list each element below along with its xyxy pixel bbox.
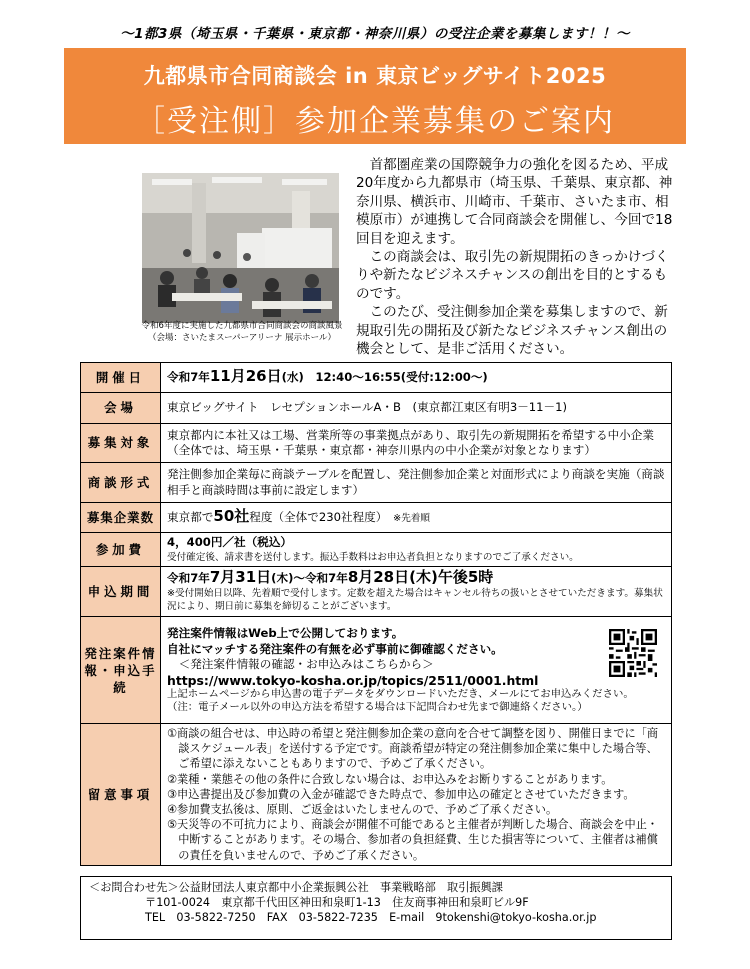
value-date bbox=[161, 363, 672, 393]
qr-code-icon[interactable] bbox=[609, 629, 657, 677]
period-end-suffix: (木)午後5時 bbox=[409, 568, 494, 587]
date-prefix: 令和7年 bbox=[167, 370, 210, 385]
caption-line-1: 令和6年度に実施した九都県市合同商談会の商談風景 bbox=[141, 321, 343, 331]
venue-photo bbox=[142, 173, 339, 323]
label-venue: 会場 bbox=[81, 393, 161, 424]
row-target bbox=[81, 424, 672, 463]
note-item-1: ①商談の組合せは、申込時の希望と発注側参加企業の意向を合せて調整を図り、開催日までに「商談スケジュール表」を送付する予定です。商談希望が特定の発注側参加企業に集中した場合等、ご希望に添えないこともありますので、予めご了承ください。 bbox=[167, 727, 659, 771]
count-total: 程度（全体で230社程度） bbox=[249, 510, 382, 525]
date-time: (水) 12:40～16:55(受付:12:00～) bbox=[281, 370, 488, 385]
fee-note: 受付確定後、請求書を送付します。振込手数料はお申込者負担となりますのでご了承ください。 bbox=[167, 551, 579, 563]
photo-caption bbox=[92, 320, 392, 344]
row-apply bbox=[81, 617, 672, 724]
contact-org: ＜お問合わせ先＞公益財団法人東京都中小企業振興公社 事業戦略部 取引振興課 bbox=[89, 881, 503, 894]
value-venue: 東京ビッグサイト レセプションホールA・B (東京都江東区有明3－11－1) bbox=[161, 393, 672, 424]
period-start-prefix: 令和7年 bbox=[167, 571, 210, 586]
apply-line-5: （注：電子メール以外の申込方法を希望する場合は下記問合わせ先まで御連絡ください。） bbox=[167, 701, 588, 713]
event-title: 九都県市合同商談会 in 東京ビッグサイト2025 bbox=[143, 64, 607, 88]
tagline: ～1都3県（埼玉県・千葉県・東京都・神奈川県）の受注企業を募集します！！～ bbox=[120, 26, 630, 42]
event-info-table bbox=[80, 362, 672, 866]
apply-url[interactable]: https://www.tokyo-kosha.or.jp/topics/2511/0001.html bbox=[167, 672, 539, 688]
row-fee bbox=[81, 533, 672, 567]
value-notes bbox=[161, 724, 672, 866]
label-fee: 参加費 bbox=[81, 533, 161, 567]
row-format bbox=[81, 463, 672, 503]
label-format: 商談形式 bbox=[81, 463, 161, 503]
note-item-2: ②業種・業態その他の条件に合致しない場合は、お申込みをお断りすることがあります。 bbox=[167, 772, 613, 786]
value-apply bbox=[161, 617, 672, 724]
row-venue bbox=[81, 393, 672, 424]
apply-line-4: 上記ホームページから申込書の電子データをダウンロードいただき、メールにてお申込みください。 bbox=[167, 688, 634, 700]
period-end-date: 8月28日 bbox=[347, 568, 410, 587]
contact-phone-email[interactable]: TEL 03-5822-7250 FAX 03-5822-7235 E-mail 9tokenshi@tokyo-kosha.or.jp bbox=[145, 911, 597, 924]
contact-address: 〒101-0024 東京都千代田区神田和泉町1-13 住友商事神田和泉町ビル9F bbox=[145, 896, 529, 909]
intro-paragraph-3: このたび、受注側参加企業を募集しますので、新規取引先の開拓及び新たなビジネスチャンス創出の機会として、是非ご活用ください。 bbox=[356, 304, 668, 358]
recruitment-title: ［受注側］参加企業募集のご案内 bbox=[135, 104, 615, 139]
value-target: 東京都内に本社又は工場、営業所等の事業拠点があり、取引先の新規開拓を希望する中小企業（全体では、埼玉県・千葉県・東京都・神奈川県内の中小企業が対象となります） bbox=[161, 424, 672, 463]
note-item-3: ③申込書提出及び参加費の入金が確認できた時点で、参加申込の確定とさせていただきます。 bbox=[167, 787, 635, 801]
row-date bbox=[81, 363, 672, 393]
note-item-5: ⑤天災等の不可抗力により、商談会が開催不可能であると主催者が判断した場合、商談会を中止・中断することがあります。その場合、参加者の負担経費、生じた損害等について、主催者は補償の責任を負いませんので、予めご了承ください。 bbox=[167, 818, 659, 862]
fee-amount: 4，400円／社（税込） bbox=[167, 535, 293, 550]
count-note: ※先着順 bbox=[393, 513, 430, 525]
title-banner bbox=[64, 48, 686, 144]
apply-line-2: 自社にマッチする発注案件の有無を必ず事前に御確認ください。 bbox=[167, 641, 503, 656]
caption-line-2: （会場：さいたまスーパーアリーナ 展示ホール） bbox=[148, 333, 336, 343]
intro-paragraph-2: この商談会は、取引先の新規開拓のきっかけづくりや新たなビジネスチャンスの創出を目的とするものです。 bbox=[356, 249, 669, 302]
value-count bbox=[161, 503, 672, 533]
label-apply: 発注案件情報・申込手続 bbox=[81, 617, 161, 724]
intro-text bbox=[356, 156, 678, 358]
date-highlight: 11月26日 bbox=[209, 367, 282, 386]
label-date: 開催日 bbox=[81, 363, 161, 393]
label-notes: 留意事項 bbox=[81, 724, 161, 866]
row-period bbox=[81, 567, 672, 617]
value-format: 発注側参加企業毎に商談テーブルを配置し、発注側参加企業と対面形式により商談を実施（商談相手と商談時間は事前に設定します） bbox=[161, 463, 672, 503]
intro-paragraph-1: 首都圏産業の国際競争力の強化を図るため、平成20年度から九都県市（埼玉県、千葉県、東京都、神奈川県、横浜市、川崎市、千葉市、さいたま市、相模原市）が連携して合同商談会を開催し、今回で18回目を迎えます。 bbox=[356, 157, 673, 247]
contact-box bbox=[80, 876, 672, 940]
period-start-suffix: (木)～令和7年 bbox=[271, 571, 348, 586]
count-highlight: 50社 bbox=[213, 507, 250, 526]
row-count bbox=[81, 503, 672, 533]
period-start-date: 7月31日 bbox=[209, 568, 272, 587]
count-prefix: 東京都で bbox=[167, 510, 214, 525]
apply-line-3: ＜発注案件情報の確認・お申込みはこちらから＞ bbox=[178, 657, 434, 671]
label-count: 募集企業数 bbox=[81, 503, 161, 533]
value-fee bbox=[161, 533, 672, 567]
row-notes bbox=[81, 724, 672, 866]
note-item-4: ④参加費支払後は、原則、ご返金はいたしませんので、予めご了承ください。 bbox=[167, 803, 558, 817]
period-note: ※受付開始日以降、先着順で受付します。定数を超えた場合はキャンセル待ちの扱いとさせていただきます。募集状況により、期日前に募集を締切ることがございます。 bbox=[167, 587, 663, 612]
label-target: 募集対象 bbox=[81, 424, 161, 463]
value-period bbox=[161, 567, 672, 617]
label-period: 申込期間 bbox=[81, 567, 161, 617]
apply-line-1: 発注案件情報はWeb上で公開しております。 bbox=[167, 626, 404, 640]
